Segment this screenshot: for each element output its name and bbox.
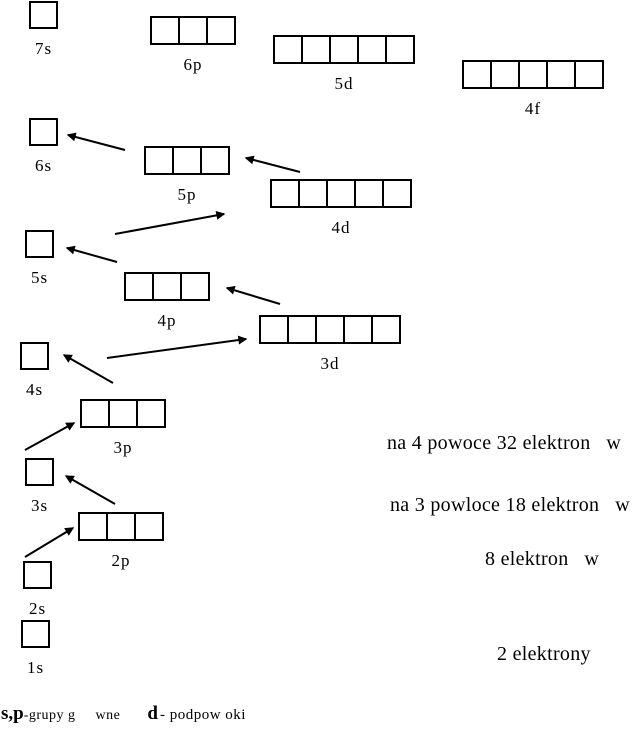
legend (1, 703, 246, 725)
orbital-cell (273, 35, 303, 64)
orbital-cell (206, 16, 236, 45)
orbital-boxes-5p (144, 146, 230, 175)
orbital-cell (20, 342, 49, 370)
orbital-5d (273, 35, 415, 92)
orbital-cell (385, 35, 415, 64)
note-line-3: 8 elektron w (485, 548, 600, 570)
orbital-cell (259, 315, 289, 344)
orbital-cell (200, 146, 230, 175)
orbital-boxes-4d (270, 179, 412, 208)
orbital-cell (21, 620, 50, 648)
orbital-cell (287, 315, 317, 344)
orbital-cell (152, 272, 182, 301)
orbital-cell (329, 35, 359, 64)
orbital-cell (25, 458, 54, 486)
orbital-boxes-3s (25, 458, 54, 486)
orbital-cell (518, 60, 548, 89)
orbital-boxes-6p (150, 16, 236, 45)
orbital-2s (23, 561, 52, 617)
legend-sp-label: s,p (1, 703, 24, 724)
orbital-label-4d: 4d (331, 218, 351, 237)
arrow-3d-to-4p (227, 288, 280, 304)
orbital-label-5s: 5s (30, 268, 49, 287)
orbital-label-3p: 3p (113, 438, 133, 457)
orbital-cell (357, 35, 387, 64)
orbital-label-2p: 2p (111, 551, 131, 570)
orbital-cell (326, 179, 356, 208)
orbital-cell (106, 512, 136, 541)
orbital-boxes-5s (25, 230, 54, 258)
orbital-cell (343, 315, 373, 344)
orbital-label-3d: 3d (320, 354, 340, 373)
orbital-cell (462, 60, 492, 89)
orbital-cell (172, 146, 202, 175)
orbital-boxes-4s (20, 342, 49, 370)
orbital-cell (298, 179, 328, 208)
arrow-3p-to-4s (64, 355, 113, 383)
orbital-cell (108, 399, 138, 428)
orbital-boxes-4f (462, 60, 604, 89)
orbital-cell (371, 315, 401, 344)
orbital-label-1s: 1s (26, 658, 45, 677)
orbital-label-4p: 4p (157, 311, 177, 330)
orbital-label-3s: 3s (30, 496, 49, 515)
note-line-1: na 4 powoce 32 elektron w (387, 432, 622, 454)
orbital-cell (29, 118, 58, 146)
orbital-cell (136, 399, 166, 428)
arrow-2s-to-2p (25, 528, 73, 557)
orbital-cell (29, 1, 58, 29)
orbital-boxes-4p (124, 272, 210, 301)
legend-wne-label: wne (95, 708, 121, 723)
note-line-2: na 3 powloce 18 elektron w (390, 494, 631, 516)
orbital-cell (574, 60, 604, 89)
arrow-4d-to-5p (246, 158, 300, 172)
orbital-cell (150, 16, 180, 45)
orbital-cell (315, 315, 345, 344)
orbital-7s (29, 1, 58, 57)
orbital-boxes-3p (80, 399, 166, 428)
arrow-4s-to-3d (107, 339, 246, 358)
legend-grupy-label: -grupy g (23, 708, 76, 723)
orbital-boxes-2s (23, 561, 52, 589)
orbital-5s (25, 230, 54, 286)
orbital-label-4f: 4f (524, 99, 542, 118)
orbital-5p (144, 146, 230, 203)
orbital-label-6p: 6p (183, 55, 203, 74)
orbital-boxes-6s (29, 118, 58, 146)
orbital-4f (462, 60, 604, 117)
arrow-3s-to-3p (25, 423, 74, 450)
orbital-cell (144, 146, 174, 175)
orbital-cell (301, 35, 331, 64)
orbital-cell (270, 179, 300, 208)
orbital-cell (180, 272, 210, 301)
legend-podpow-label: - podpow oki (159, 707, 246, 723)
orbital-cell (78, 512, 108, 541)
orbital-cell (354, 179, 384, 208)
orbital-6s (29, 118, 58, 174)
orbital-cell (178, 16, 208, 45)
orbital-label-2s: 2s (28, 599, 47, 618)
note-line-4: 2 elektrony (497, 643, 591, 665)
orbital-4s (20, 342, 49, 398)
orbital-3p (80, 399, 166, 456)
orbital-2p (78, 512, 164, 569)
arrow-5s-to-4d (115, 214, 224, 234)
orbital-6p (150, 16, 236, 73)
orbital-label-7s: 7s (34, 39, 53, 58)
orbital-boxes-7s (29, 1, 58, 29)
arrow-4p-to-5s (67, 248, 117, 262)
orbital-label-4s: 4s (25, 380, 44, 399)
orbital-cell (25, 230, 54, 258)
orbital-cell (546, 60, 576, 89)
orbital-cell (382, 179, 412, 208)
orbital-boxes-2p (78, 512, 164, 541)
orbital-label-5d: 5d (334, 74, 354, 93)
orbital-boxes-5d (273, 35, 415, 64)
orbital-3d (259, 315, 401, 372)
arrow-5p-to-6s (68, 135, 125, 150)
orbital-label-5p: 5p (177, 185, 197, 204)
orbital-4p (124, 272, 210, 329)
arrow-2p-to-3s (66, 476, 115, 504)
orbital-cell (23, 561, 52, 589)
orbital-4d (270, 179, 412, 236)
legend-d-label: d (147, 703, 158, 724)
orbital-3s (25, 458, 54, 514)
orbital-label-6s: 6s (34, 156, 53, 175)
orbital-cell (80, 399, 110, 428)
orbital-boxes-1s (21, 620, 50, 648)
orbital-boxes-3d (259, 315, 401, 344)
orbital-1s (21, 620, 50, 676)
orbital-cell (134, 512, 164, 541)
orbital-cell (490, 60, 520, 89)
orbital-cell (124, 272, 154, 301)
